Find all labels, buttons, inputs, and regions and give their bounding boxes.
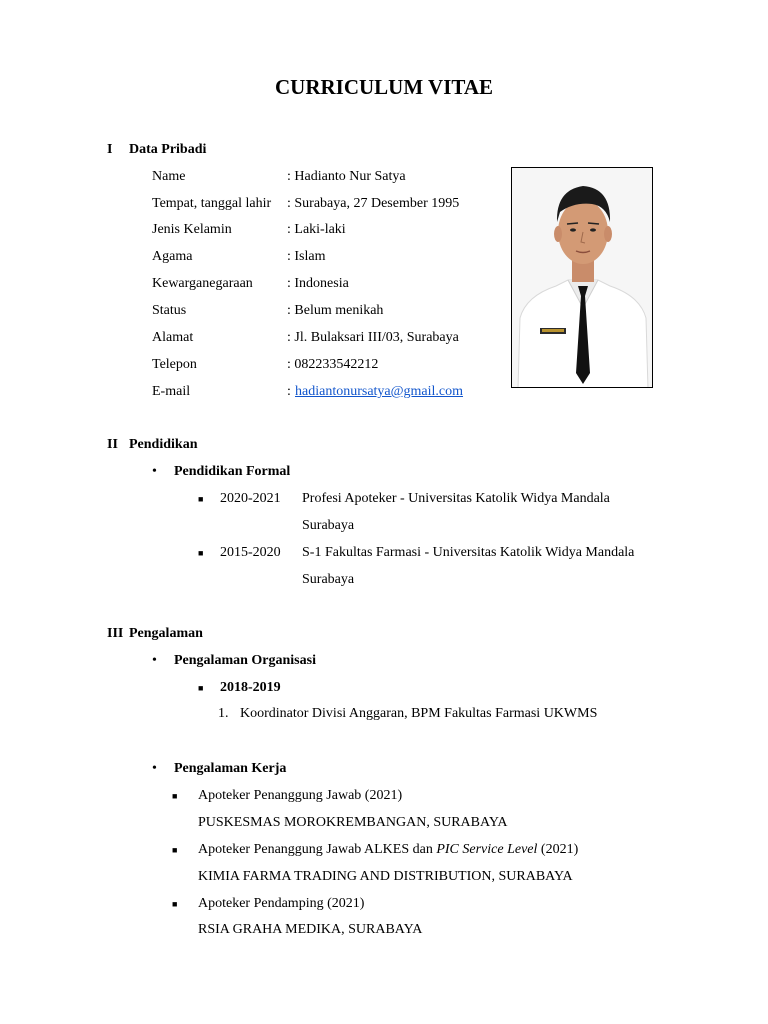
- field-label-name: Name: [152, 169, 186, 184]
- square-bullet-icon: ■: [172, 845, 178, 855]
- org-year: 2018-2019: [220, 680, 281, 695]
- field-value-religion: : Islam: [287, 249, 326, 264]
- field-label-address: Alamat: [152, 330, 194, 345]
- work-place: KIMIA FARMA TRADING AND DISTRIBUTION, SURABAYA: [198, 869, 573, 884]
- work-role: Apoteker Penanggung Jawab (2021): [198, 788, 403, 803]
- profile-photo: [511, 167, 653, 388]
- square-bullet-icon: ■: [198, 683, 204, 693]
- org-item: Koordinator Divisi Anggaran, BPM Fakultas Farmasi UKWMS: [240, 706, 598, 721]
- education-years: 2015-2020: [220, 545, 281, 560]
- square-bullet-icon: ■: [172, 791, 178, 801]
- education-years: 2020-2021: [220, 491, 281, 506]
- education-line-cont: Surabaya: [302, 518, 355, 533]
- education-line-cont: Surabaya: [302, 572, 355, 587]
- section-heading-experience: Pengalaman: [129, 626, 203, 641]
- field-label-citizenship: Kewarganegaraan: [152, 276, 253, 291]
- section-heading-education: Pendidikan: [129, 437, 198, 452]
- page-title: CURRICULUM VITAE: [275, 75, 493, 99]
- field-value-citizenship: : Indonesia: [287, 276, 349, 291]
- org-item-number: 1.: [218, 706, 229, 721]
- field-value-name: : Hadianto Nur Satya: [287, 169, 406, 184]
- field-label-religion: Agama: [152, 249, 193, 264]
- field-label-birth: Tempat, tanggal lahir: [152, 196, 272, 211]
- field-value-phone: : 082233542212: [287, 357, 379, 372]
- work-role: Apoteker Penanggung Jawab ALKES dan PIC Service Level (2021): [198, 842, 579, 857]
- bullet-icon: •: [152, 761, 157, 776]
- field-value-address: : Jl. Bulaksari III/03, Surabaya: [287, 330, 459, 345]
- section-number-education: II: [107, 437, 118, 452]
- email-link[interactable]: hadiantonursatya@gmail.com: [295, 384, 464, 399]
- org-heading: Pengalaman Organisasi: [174, 653, 316, 668]
- work-heading: Pengalaman Kerja: [174, 761, 287, 776]
- field-value-birth: : Surabaya, 27 Desember 1995: [287, 196, 460, 211]
- work-place: PUSKESMAS MOROKREMBANGAN, SURABAYA: [198, 815, 508, 830]
- field-label-status: Status: [152, 303, 187, 318]
- section-number-personal: I: [107, 142, 113, 157]
- work-place: RSIA GRAHA MEDIKA, SURABAYA: [198, 922, 423, 937]
- work-role: Apoteker Pendamping (2021): [198, 896, 365, 911]
- field-label-gender: Jenis Kelamin: [152, 222, 232, 237]
- education-subheading: Pendidikan Formal: [174, 464, 291, 479]
- field-label-email: E-mail: [152, 384, 191, 399]
- section-heading-personal: Data Pribadi: [129, 142, 207, 157]
- section-number-experience: III: [107, 626, 124, 641]
- square-bullet-icon: ■: [198, 494, 204, 504]
- square-bullet-icon: ■: [198, 548, 204, 558]
- field-value-gender: : Laki-laki: [287, 222, 346, 237]
- bullet-icon: •: [152, 653, 157, 668]
- field-label-phone: Telepon: [152, 357, 197, 372]
- bullet-icon: •: [152, 464, 157, 479]
- field-value-status: : Belum menikah: [287, 303, 384, 318]
- education-line: Profesi Apoteker - Universitas Katolik Widya Mandala: [302, 491, 610, 506]
- education-line: S-1 Fakultas Farmasi - Universitas Katolik Widya Mandala: [302, 545, 635, 560]
- field-email-colon: :: [287, 384, 291, 399]
- square-bullet-icon: ■: [172, 899, 178, 909]
